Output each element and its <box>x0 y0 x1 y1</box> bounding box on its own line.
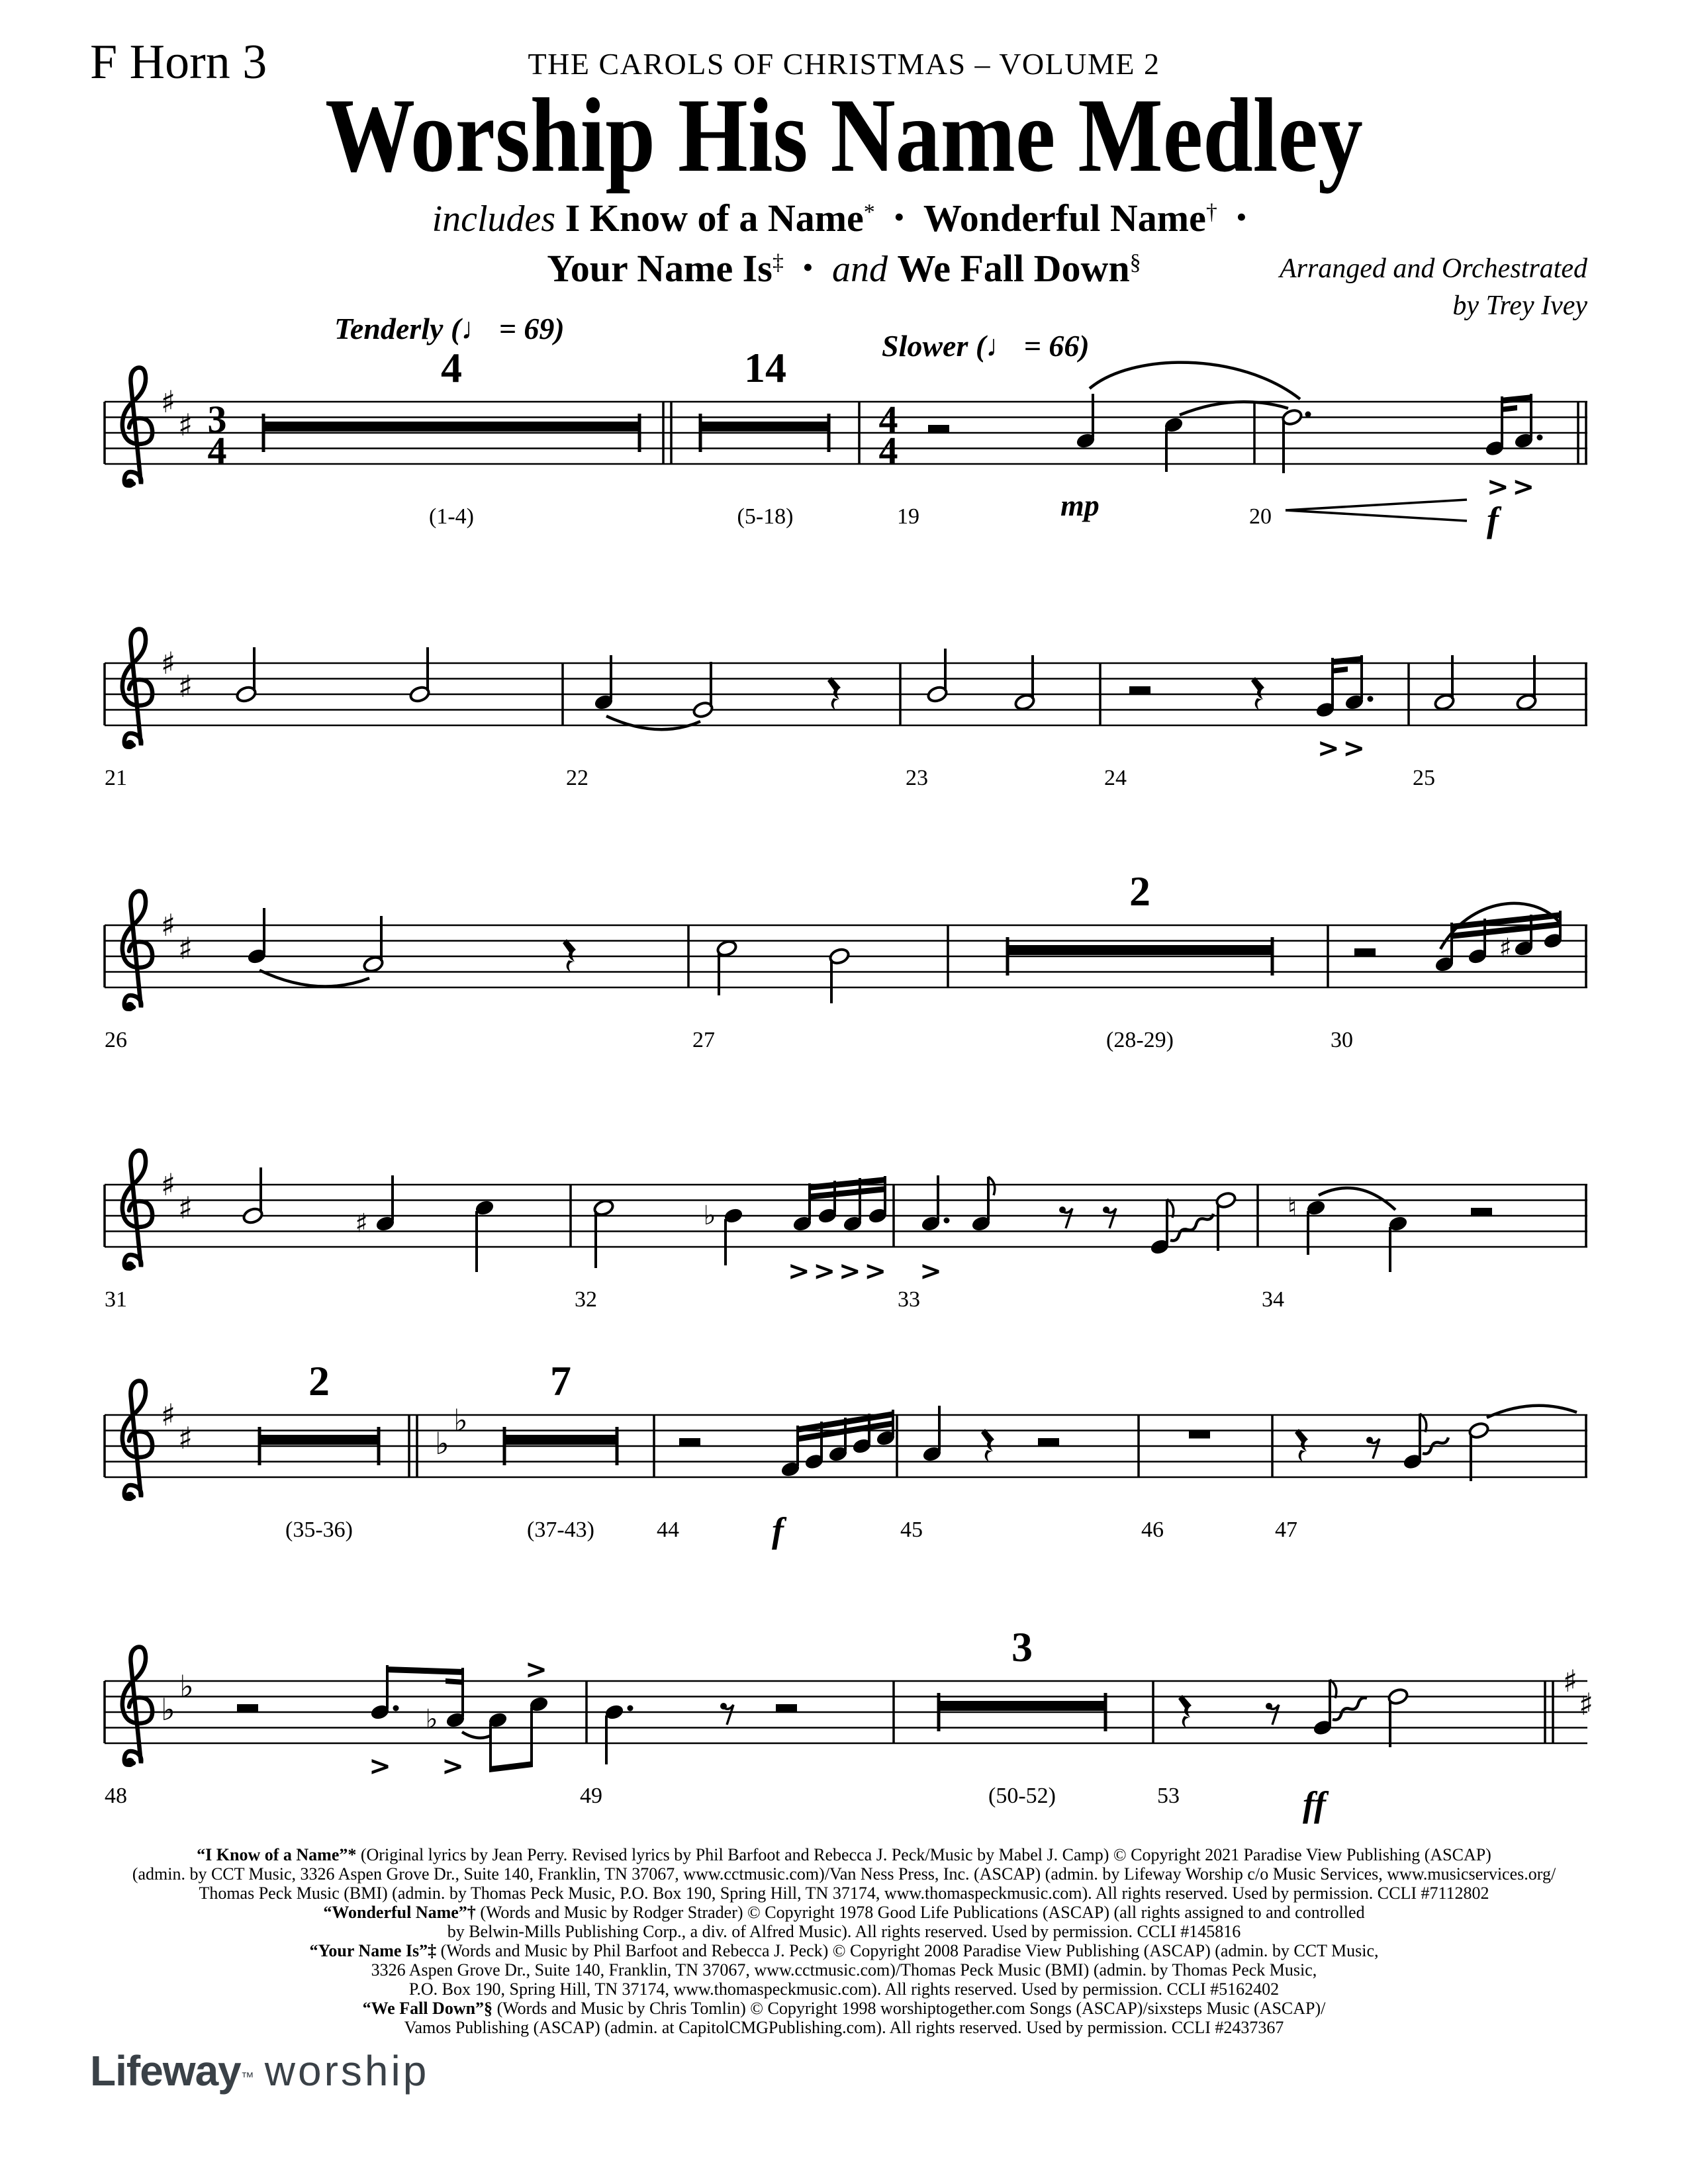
half-rest <box>237 1704 258 1712</box>
footnote-mark-1: * <box>863 200 875 224</box>
half-rest <box>928 425 949 433</box>
measure-number: 32 <box>575 1287 597 1312</box>
beam <box>386 1666 464 1675</box>
measure-number: 33 <box>898 1287 920 1312</box>
accent-mark: > <box>442 1751 464 1782</box>
multirest-count: 14 <box>744 344 786 391</box>
measure-number: 22 <box>566 766 588 790</box>
arranger-line-1: Arranged and Orchestrated <box>1279 253 1587 284</box>
treble-clef-icon <box>122 1647 152 1767</box>
treble-clef-icon <box>122 1381 152 1501</box>
staff-lines <box>105 402 1587 464</box>
publisher-logo <box>90 2046 429 2095</box>
copyright-text: (Words and Music by Rodger Strader) © Copyright 1978 Good Life Publications (ASCAP) (all rights assigned to and controlled <box>475 1903 1365 1922</box>
copyright-text: P.O. Box 190, Spring Hill, TN 37174, www.thomaspeckmusic.com). All rights reserved. Used by permission. CCLI #5162402 <box>408 1979 1280 1999</box>
key-signature-sharp: ♯ <box>160 384 176 420</box>
bullet-icon: • <box>802 250 814 284</box>
key-signature-sharp: ♯ <box>160 645 176 681</box>
footnote-mark-3: ‡ <box>772 250 784 275</box>
music-system-5 <box>99 1309 1595 1574</box>
time-signature-bottom: 4 <box>207 429 227 472</box>
whole-rest <box>1189 1431 1210 1439</box>
and-word: and <box>831 249 888 290</box>
treble-clef-icon <box>122 629 152 749</box>
footnote-mark-4: § <box>1129 250 1141 275</box>
treble-clef-icon <box>122 368 152 488</box>
gliss-squiggle <box>1170 1214 1213 1241</box>
eighth-rest <box>1266 1703 1279 1725</box>
measure-number: 48 <box>105 1784 127 1808</box>
dynamic-f: f <box>772 1510 784 1550</box>
multimeasure-rest <box>263 422 639 432</box>
half-rest <box>679 1438 700 1446</box>
measure-range: (35-36) <box>285 1518 353 1542</box>
sharp-accidental: ♯ <box>1499 933 1512 964</box>
half-rest <box>1471 1208 1492 1216</box>
song-title-2: Wonderful Name <box>923 197 1206 240</box>
copyright-line <box>0 2018 1688 2037</box>
song-credit-bold: “Wonderful Name”† <box>323 1903 476 1922</box>
slur <box>1180 402 1288 415</box>
copyright-line <box>0 1941 1688 1960</box>
multimeasure-rest <box>700 422 829 432</box>
bullet-icon: • <box>1236 200 1247 234</box>
beam <box>445 1678 464 1685</box>
series-title: THE CAROLS OF CHRISTMAS – VOLUME 2 <box>528 47 1160 81</box>
key-signature-flat: ♭ <box>179 1668 194 1704</box>
measure-number: 49 <box>580 1784 602 1808</box>
footnote-mark-2: † <box>1205 200 1217 224</box>
accent-marks: >>>> <box>788 1256 890 1287</box>
eighth-rest <box>1059 1206 1072 1228</box>
measure-number: 47 <box>1275 1518 1297 1542</box>
key-signature-flat: ♭ <box>435 1426 449 1461</box>
key-signature-sharp: ♯ <box>177 668 193 704</box>
beam <box>489 1761 533 1772</box>
measure-number: 34 <box>1262 1287 1284 1312</box>
multimeasure-rest <box>259 1435 379 1445</box>
courtesy-key-sharp: ♯ <box>1578 1686 1594 1722</box>
eighth-rest <box>1103 1206 1116 1228</box>
multirest-count: 2 <box>1129 868 1150 915</box>
music-system-3 <box>99 819 1595 1084</box>
copyright-text: (Words and Music by Chris Tomlin) © Copyright 1998 worshiptogether.com Songs (ASCAP)/sixsteps Music (ASCAP)/ <box>492 1999 1326 2018</box>
slur <box>1090 363 1300 399</box>
natural-accidental: ♮ <box>1287 1193 1297 1223</box>
half-rest <box>776 1704 797 1712</box>
dynamic-mp: mp <box>1060 488 1100 522</box>
measure-range: (5-18) <box>737 504 794 529</box>
slur <box>1319 1188 1395 1210</box>
measure-number: 31 <box>105 1287 127 1312</box>
page-title: Worship His Name Medley <box>325 76 1363 194</box>
copyright-text: (Original lyrics by Jean Perry. Revised lyrics by Phil Barfoot and Rebecca J. Peck/Music by Mabel J. Camp) © Copyright 2021 Paradise View Publishing (ASCAP) <box>356 1845 1491 1864</box>
measure-number: 19 <box>897 504 919 529</box>
measure-number: 26 <box>105 1028 127 1052</box>
copyright-line <box>0 1999 1688 2018</box>
copyright-line <box>0 1884 1688 1903</box>
copyright-line <box>0 1864 1688 1884</box>
courtesy-key-sharp: ♯ <box>1562 1663 1578 1699</box>
key-signature-sharp: ♯ <box>177 1420 193 1456</box>
measure-number: 53 <box>1157 1784 1180 1808</box>
measure-number: 27 <box>692 1028 715 1052</box>
trademark-mark: ™ <box>240 2070 254 2085</box>
copyright-text: Vamos Publishing (ASCAP) (admin. at CapitolCMGPublishing.com). All rights reserved. Used by permission. CCLI #2437367 <box>404 2018 1284 2037</box>
song-credit-bold: “I Know of a Name”* <box>197 1845 357 1864</box>
flat-accidental: ♭ <box>425 1704 438 1735</box>
accent-marks: >> <box>1487 472 1538 502</box>
song-title-3: Your Name Is <box>547 247 773 290</box>
key-signature-sharp: ♯ <box>177 407 193 443</box>
eighth-rest <box>1366 1437 1380 1459</box>
bullet-icon: • <box>894 200 905 234</box>
flat-accidental: ♭ <box>703 1201 716 1231</box>
dynamic-f: f <box>1487 500 1499 539</box>
multimeasure-rest <box>1008 945 1272 955</box>
multirest-count: 2 <box>308 1357 330 1404</box>
measure-number: 20 <box>1249 504 1272 529</box>
song-credit-bold: “Your Name Is”‡ <box>309 1941 437 1960</box>
measure-range: (1-4) <box>429 504 474 529</box>
accent-mark: > <box>369 1751 391 1782</box>
song-title-4: We Fall Down <box>897 247 1130 290</box>
key-signature-sharp: ♯ <box>160 1397 176 1433</box>
copyright-line <box>0 1903 1688 1922</box>
copyright-line <box>0 1979 1688 1999</box>
includes-line-1 <box>0 196 1688 240</box>
copyright-text: 3326 Aspen Grove Dr., Suite 140, Franklin, TN 37067, www.cctmusic.com)/Thomas Peck Music (BMI) (admin. by Thomas Peck Music, <box>371 1960 1317 1979</box>
tie <box>1487 1406 1577 1418</box>
logo-word: worship <box>264 2047 430 2095</box>
accent-mark: > <box>525 1655 547 1685</box>
measure-number: 25 <box>1413 766 1435 790</box>
part-name: F Horn 3 <box>90 35 267 89</box>
includes-word: includes <box>432 199 556 240</box>
measure-number: 24 <box>1104 766 1127 790</box>
time-signature-top: 4 <box>878 398 898 441</box>
time-signature-bottom: 4 <box>878 429 898 472</box>
measure-number: 44 <box>657 1518 679 1542</box>
key-signature-sharp: ♯ <box>160 1167 176 1203</box>
treble-clef-icon <box>122 891 152 1011</box>
accent-mark: > <box>919 1256 942 1287</box>
music-system-4 <box>99 1079 1595 1343</box>
key-signature-sharp: ♯ <box>160 907 176 943</box>
multimeasure-rest <box>939 1701 1105 1711</box>
accent-marks: >> <box>1317 733 1369 764</box>
measure-number: 45 <box>900 1518 923 1542</box>
staff-lines <box>105 1681 1587 1743</box>
copyright-text: by Belwin-Mills Publishing Corp., a div. of Alfred Music). All rights reserved. Used by permission. CCLI #145816 <box>447 1922 1241 1941</box>
song-title-1: I Know of a Name <box>565 197 864 240</box>
tempo-marking-1: Tenderly (♩ = 69) <box>334 312 565 345</box>
time-signature-top: 3 <box>207 398 227 441</box>
tie <box>462 1732 491 1738</box>
half-rest <box>1129 686 1150 694</box>
measure-range: (28-29) <box>1106 1028 1174 1052</box>
treble-clef-icon <box>122 1151 152 1271</box>
gliss-squiggle <box>1333 1698 1367 1719</box>
copyright-line <box>0 1845 1688 1864</box>
music-system-1 <box>99 296 1595 561</box>
measure-range: (37-43) <box>527 1518 594 1542</box>
measure-number: 30 <box>1331 1028 1353 1052</box>
multirest-count: 7 <box>550 1357 571 1404</box>
multirest-count: 4 <box>441 344 462 391</box>
measure-number: 46 <box>1141 1518 1164 1542</box>
slur <box>606 716 700 729</box>
copyright-line <box>0 1922 1688 1941</box>
arranger-line-2: by Trey Ivey <box>1452 291 1587 321</box>
key-signature-sharp: ♯ <box>177 931 193 966</box>
copyright-text: (admin. by CCT Music, 3326 Aspen Grove Dr., Suite 140, Franklin, TN 37067, www.cctmusic.com)/Van Ness Press, Inc. (ASCAP) (admin. by Lifeway Worship c/o Music Services, www.musicservices.org/ <box>132 1864 1556 1884</box>
half-rest <box>1038 1438 1059 1446</box>
sharp-accidental: ♯ <box>355 1208 368 1239</box>
measure-number: 21 <box>105 766 127 790</box>
eighth-rest <box>720 1703 733 1725</box>
dynamic-ff: ff <box>1303 1784 1326 1824</box>
key-signature-flat: ♭ <box>161 1692 175 1727</box>
copyright-line <box>0 1960 1688 1979</box>
copyright-block <box>0 1845 1688 2037</box>
song-credit-bold: “We Fall Down”§ <box>362 1999 493 2018</box>
copyright-text: Thomas Peck Music (BMI) (admin. by Thomas Peck Music, P.O. Box 190, Spring Hill, TN 37174, www.thomaspeckmusic.com). All rights reserved. Used by permission. CCLI #7112802 <box>199 1884 1489 1903</box>
measure-range: (50-52) <box>988 1784 1056 1808</box>
key-signature-flat: ♭ <box>453 1402 468 1438</box>
multirest-count: 3 <box>1011 1623 1033 1670</box>
logo-brand: Lifeway <box>90 2047 241 2095</box>
measure-number: 23 <box>906 766 928 790</box>
music-system-6 <box>99 1575 1595 1840</box>
key-signature-sharp: ♯ <box>177 1190 193 1226</box>
staff-lines <box>105 663 1587 725</box>
half-rest <box>1354 948 1376 956</box>
music-system-2 <box>99 557 1595 822</box>
multimeasure-rest <box>504 1435 617 1445</box>
copyright-text: (Words and Music by Phil Barfoot and Rebecca J. Peck) © Copyright 2008 Paradise View Publishing (ASCAP) (admin. by CCT Music, <box>436 1941 1379 1960</box>
tempo-marking-2: Slower (♩ = 66) <box>882 329 1090 363</box>
